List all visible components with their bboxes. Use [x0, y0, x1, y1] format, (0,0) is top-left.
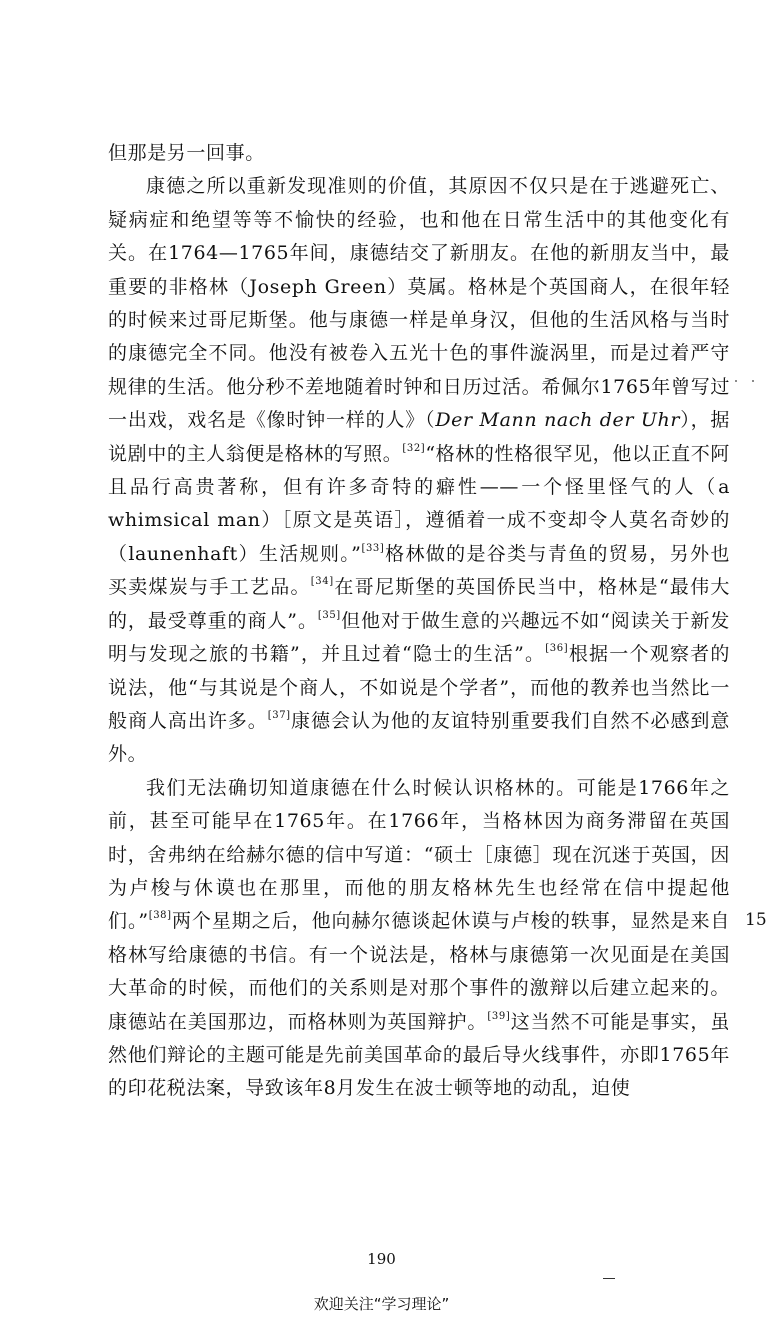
page-number: 190 — [367, 1250, 396, 1268]
footnote-ref: [36] — [545, 643, 569, 655]
body-text — [108, 137, 730, 1106]
text-run: 康德会认为他的友谊特别重要我们自然不必感到意外。 — [108, 709, 730, 766]
text-run: 但他对于做生意的兴趣远不如“阅读关于新发明与发现之旅的书籍”，并且过着“隐士的生活”。 — [108, 609, 730, 666]
footnote-ref: [37] — [267, 709, 291, 721]
footer-note: 欢迎关注“学习理论” — [313, 1295, 450, 1313]
footnote-ref: [34] — [310, 576, 334, 588]
text-run: “格林的性格很罕见，他以正直不阿且品行高贵著称，但有许多奇特的癖性——一个怪里怪气的人（a whimsical man）［原文是英语］，遵循着一成不变却令人莫名奇妙的（launenhaft）生活规则。” — [108, 442, 730, 565]
paragraph — [108, 772, 730, 1106]
text-run: 根据一个观察者的说法，他“与其说是个商人，不如说是个学者”，而他的教养也当然比一般商人高出许多。 — [108, 643, 730, 732]
margin-mark: 15 — [745, 910, 767, 930]
text-run: 康德之所以重新发现准则的价值，其原因不仅只是在于逃避死亡、疑病症和绝望等等不愉快的经验，也和他在日常生活中的其他变化有关。在1764—1765年间，康德结交了新朋友。在他的新朋友当中，最重要的非格林（Joseph Green）莫属。格林是个英国商人，在很年轻的时候来过哥尼斯堡。他与康德一样是单身汉，但他的生活风格与当时的康德完全不同。他没有被卷入五光十色的事件漩涡里，而是过着严守规律的生活。他分秒不差地随着时钟和日历过活。希佩尔1765年曾写过一出戏，戏名是《像时钟一样的人》（ — [108, 175, 730, 432]
footnote-ref: [33] — [361, 542, 385, 554]
scan-speck — [735, 380, 737, 382]
footnote-ref: [39] — [487, 1010, 511, 1022]
text-run: 两个星期之后，他向赫尔德谈起休谟与卢梭的轶事，显然是来自格林写给康德的书信。有一个说法是，格林与康德第一次见面是在美国大革命的时候，而他们的关系则是对那个事件的激辩以后建立起来的。康德站在美国那边，而格林则为英国辩护。 — [108, 910, 730, 1033]
footnote-ref: [32] — [402, 442, 426, 454]
text-run: 在哥尼斯堡的英国侨民当中，格林是“最伟大的，最受尊重的商人”。 — [108, 576, 730, 632]
text-run: 格林做的是谷类与青鱼的贸易，另外也买卖煤炭与手工艺品。 — [108, 542, 731, 599]
paragraph: 但那是另一回事。 — [108, 142, 265, 164]
footnote-ref: [38] — [148, 910, 172, 922]
scan-mark — [603, 1278, 615, 1279]
footnote-ref: [35] — [317, 609, 341, 621]
paragraph — [108, 170, 730, 771]
italic-title: Der Mann nach der Uhr — [435, 409, 681, 432]
scan-speck — [752, 380, 754, 382]
text-run: 这当然不可能是事实，虽然他们辩论的主题可能是先前美国革命的最后导火线事件，亦即1765年的印花税法案，导致该年8月发生在波士顿等地的动乱，迫使 — [108, 1010, 730, 1100]
text-run: 我们无法确切知道康德在什么时候认识格林的。可能是1766年之前，甚至可能早在1765年。在1766年，当格林因为商务滞留在英国时，舍弗纳在给赫尔德的信中写道：“硕士［康德］现在沉迷于英国，因为卢梭与休谟也在那里，而他的朋友格林先生也经常在信中提起他们。” — [108, 776, 730, 933]
text-run: ），据说剧中的主人翁便是格林的写照。 — [108, 409, 730, 465]
